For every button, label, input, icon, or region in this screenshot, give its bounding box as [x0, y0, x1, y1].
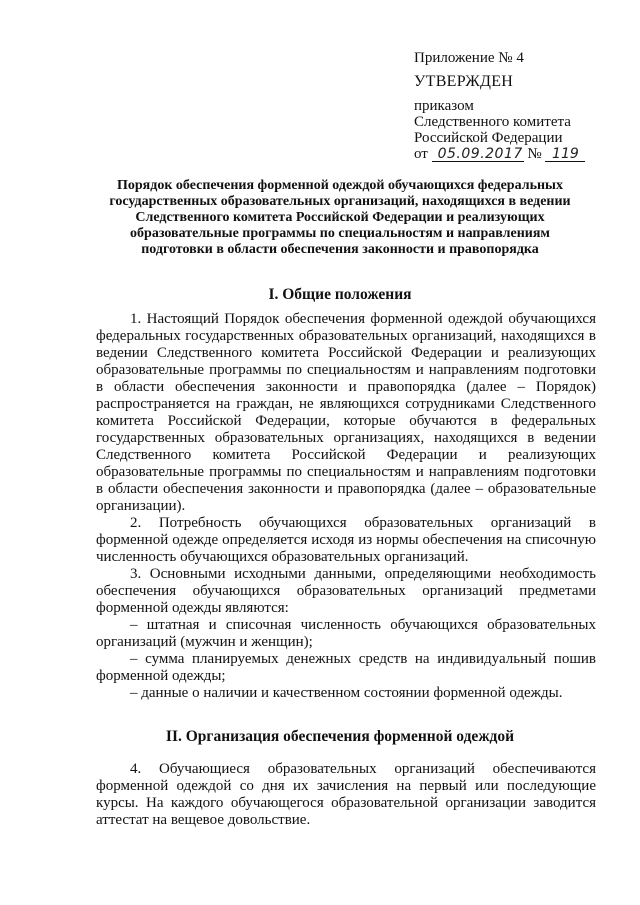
appendix-number: Приложение № 4 [414, 50, 524, 66]
section-1-body [96, 311, 596, 702]
paragraph-2: 2. Потребность обучающихся образовательных организаций в форменной одежде определяется исходя из нормы обеспечения на списочную численность обучающихся образовательных организаций. [96, 515, 596, 565]
document-title: Порядок обеспечения форменной одеждой обучающихся федеральных государственных образовательных организаций, находящихся в ведении Следственного комитета Российской Федерации и реализующих образовательные программы по специальностям и направлениям подготовки в области обеспечения законности и правопорядка [109, 178, 571, 257]
handwritten-order-number: 119 [545, 147, 585, 162]
list-item-funds: – сумма планируемых денежных средств на индивидуальный пошив форменной одежды; [96, 651, 596, 684]
approval-stamp-block [414, 50, 624, 162]
date-prefix: от [414, 146, 428, 162]
list-item-staff-count: – штатная и списочная численность обучающихся образовательных организаций (мужчин и женщин); [96, 617, 596, 650]
handwritten-date: 05.09.2017 [432, 147, 524, 162]
committee-line-1: Следственного комитета [414, 114, 571, 130]
approved-label: УТВЕРЖДЕН [414, 73, 514, 90]
order-date-line [414, 146, 624, 162]
order-word: приказом [414, 98, 474, 114]
paragraph-4: 4. Обучающиеся образовательных организаций обеспечиваются форменной одеждой со дня их зачисления на первый или последующие курсы. На каждого обучающегося образовательной организации заводится аттестат на вещевое довольствие. [96, 761, 596, 828]
list-item-condition: – данные о наличии и качественном состоянии форменной одежды. [130, 685, 563, 701]
paragraph-3: 3. Основными исходными данными, определяющими необходимость обеспечения обучающихся образовательных организаций предметами форменной одежды являются: [96, 566, 596, 616]
number-prefix: № [527, 146, 542, 162]
section-heading-2: II. Организация обеспечения форменной одеждой [165, 728, 515, 745]
section-heading-1: I. Общие положения [268, 286, 412, 303]
paragraph-1: 1. Настоящий Порядок обеспечения форменной одеждой обучающихся федеральных государственных образовательных организаций, находящихся в ведении Следственного комитета Российской Федерации и реализующих образовательные программы по специальностям и направлениям подготовки в области обеспечения законности и правопорядка (далее – Порядок) распространяется на граждан, не являющихся сотрудниками Следственного комитета Российской Федерации, которые обучаются в федеральных государственных образовательных организациях, находящихся в ведении Следственного комитета Российской Федерации и реализующих образовательные программы по специальностям и направлениям подготовки в области обеспечения законности и правопорядка (далее – образовательные организации). [96, 311, 596, 514]
committee-line-2: Российской Федерации [414, 130, 563, 146]
section-2-body [96, 761, 596, 829]
